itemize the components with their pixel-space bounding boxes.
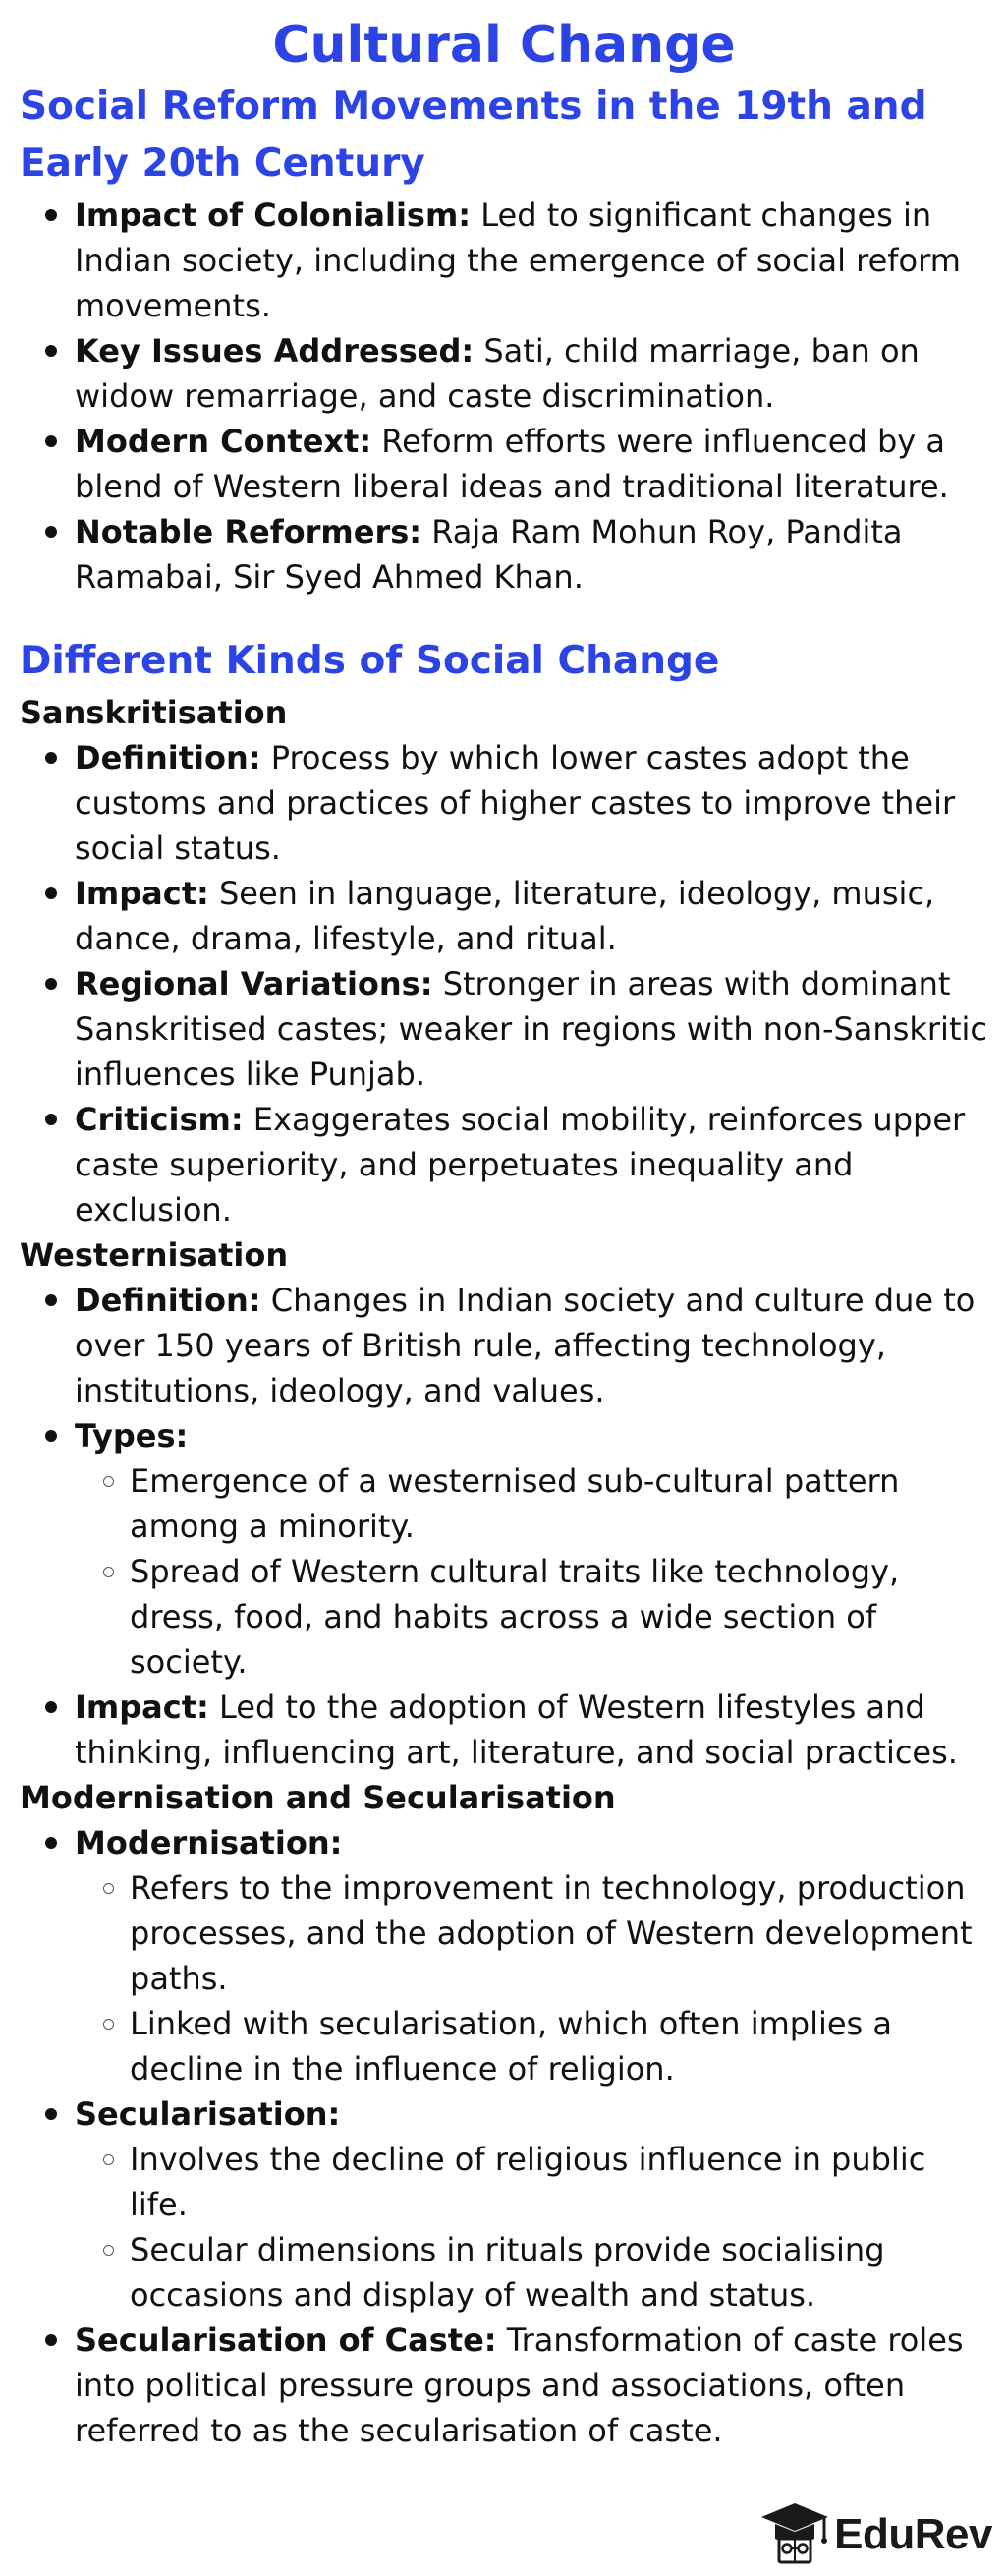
list-item	[75, 871, 988, 961]
item-label: Modernisation:	[75, 1824, 343, 1861]
subheading-modernisation: Modernisation and Secularisation	[20, 1779, 616, 1816]
item-label: Secularisation of Caste:	[75, 2321, 497, 2359]
list-item	[75, 1820, 988, 2091]
list-item	[75, 419, 988, 509]
item-label: Regional Variations:	[75, 965, 433, 1002]
item-text: Stronger in areas with dominant Sanskritised castes; weaker in regions with non-Sanskritic influences like Punjab.	[75, 965, 987, 1093]
sublist-item: Spread of Western cultural traits like technology, dress, food, and habits across a wide section of society.	[130, 1549, 988, 1685]
item-label: Impact:	[75, 1689, 209, 1726]
list-item	[75, 2091, 988, 2318]
page-title: Cultural Change	[272, 16, 736, 75]
item-label: Modern Context:	[75, 423, 372, 460]
graduation-cap-icon	[759, 2499, 830, 2570]
secularisation-sublist	[75, 2137, 988, 2318]
list-item	[75, 2318, 988, 2453]
item-label: Definition:	[75, 739, 261, 776]
item-label: Impact:	[75, 875, 209, 912]
edurev-logo[interactable]	[759, 2499, 992, 2570]
list-item	[75, 509, 988, 600]
list-item	[75, 328, 988, 419]
subheading-westernisation: Westernisation	[20, 1236, 289, 1274]
item-text: Sati, child marriage, ban on widow remarriage, and caste discrimination.	[75, 332, 920, 415]
modernisation-sublist	[75, 1865, 988, 2091]
item-text: Transformation of caste roles into political pressure groups and associations, often referred to as the secularisation of caste.	[75, 2321, 964, 2449]
item-label: Key Issues Addressed:	[75, 332, 475, 370]
sublist-item: Refers to the improvement in technology, production processes, and the adoption of Western development paths.	[130, 1865, 988, 2001]
item-text: Reform efforts were influenced by a blend of Western liberal ideas and traditional literature.	[75, 423, 949, 505]
item-label: Secularisation:	[75, 2095, 341, 2133]
list-item	[75, 1097, 988, 1232]
types-sublist	[75, 1459, 988, 1685]
item-label: Definition:	[75, 1282, 261, 1319]
item-text: Led to significant changes in Indian society, including the emergence of social reform movements.	[75, 197, 961, 324]
sublist-item: Involves the decline of religious influence in public life.	[130, 2137, 988, 2227]
item-text: Process by which lower castes adopt the customs and practices of higher castes to improve their social status.	[75, 739, 956, 867]
item-label: Notable Reformers:	[75, 513, 422, 550]
item-text: Led to the adoption of Western lifestyles and thinking, influencing art, literature, and social practices.	[75, 1689, 958, 1771]
modernisation-list	[20, 1820, 988, 2453]
item-text: Raja Ram Mohun Roy, Pandita Ramabai, Sir Syed Ahmed Khan.	[75, 513, 903, 596]
list-item	[75, 1278, 988, 1413]
westernisation-list	[20, 1278, 988, 1775]
item-text: Seen in language, literature, ideology, music, dance, drama, lifestyle, and ritual.	[75, 875, 935, 957]
sublist-item: Emergence of a westernised sub-cultural pattern among a minority.	[130, 1459, 988, 1549]
sublist-item: Linked with secularisation, which often implies a decline in the influence of religion.	[130, 2001, 988, 2091]
section-heading-kinds: Different Kinds of Social Change	[20, 639, 720, 683]
item-text: Changes in Indian society and culture due to over 150 years of British rule, affecting technology, institutions, ideology, and values.	[75, 1282, 976, 1409]
section-heading-reform: Social Reform Movements in the 19th and Early 20th Century	[20, 85, 927, 186]
item-label: Impact of Colonialism:	[75, 197, 472, 234]
item-label: Types:	[75, 1417, 189, 1455]
item-label: Criticism:	[75, 1101, 244, 1138]
item-text: Exaggerates social mobility, reinforces upper caste superiority, and perpetuates inequality and exclusion.	[75, 1101, 966, 1229]
list-item	[75, 1413, 988, 1685]
list-item	[75, 1685, 988, 1775]
list-item	[75, 961, 988, 1097]
logo-text: EduRev	[834, 2510, 992, 2558]
subheading-sanskritisation: Sanskritisation	[20, 694, 288, 731]
sublist-item: Secular dimensions in rituals provide socialising occasions and display of wealth and status.	[130, 2227, 988, 2318]
list-item	[75, 735, 988, 871]
reform-list	[20, 193, 988, 600]
sanskritisation-list	[20, 735, 988, 1232]
list-item	[75, 193, 988, 328]
